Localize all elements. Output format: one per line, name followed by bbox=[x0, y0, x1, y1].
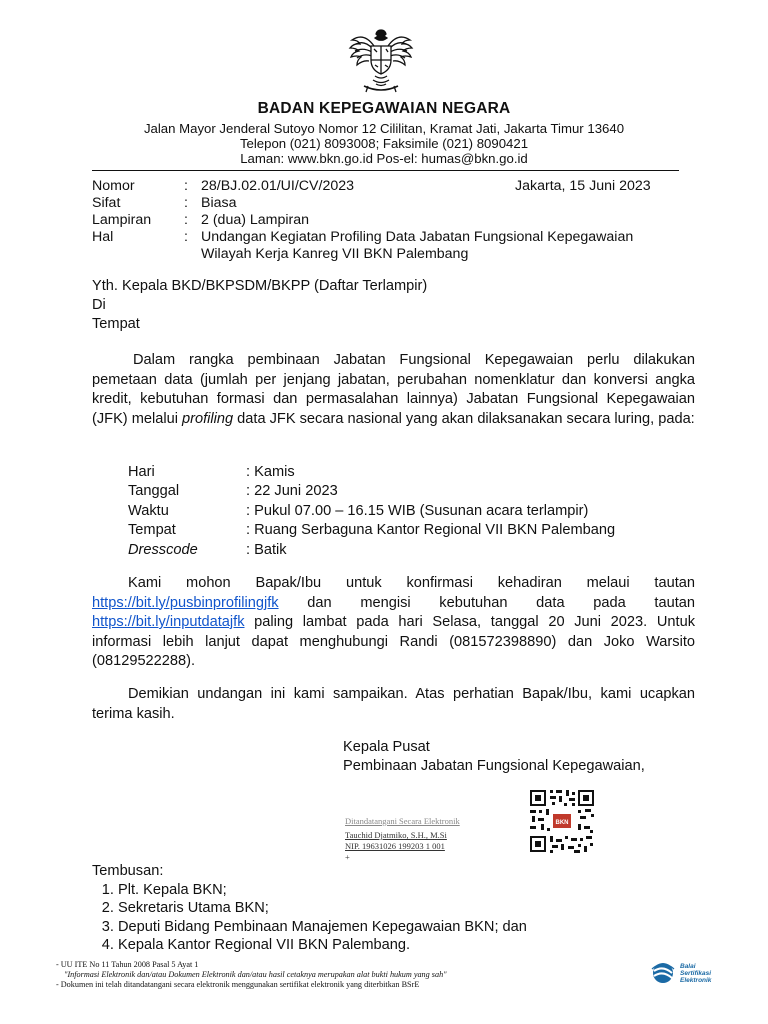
office-web-email: Laman: www.bkn.go.id Pos-el: humas@bkn.go.id bbox=[240, 151, 528, 166]
meta-row-sifat bbox=[92, 195, 633, 212]
tempat-label: Tempat bbox=[128, 522, 176, 539]
tanggal-label: Tanggal bbox=[128, 483, 180, 500]
cc-item: 1. Plt. Kepala BKN; bbox=[118, 881, 527, 900]
hari-label: Hari bbox=[128, 464, 155, 480]
cc-item: 3. Deputi Bidang Pembinaan Manajemen Kepegawaian BKN; dan bbox=[118, 918, 527, 937]
waktu-value: : Pukul 07.00 – 16.15 WIB (Susunan acara terlampir) bbox=[246, 502, 589, 519]
tanggal-value: : 22 Juni 2023 bbox=[246, 483, 338, 500]
tempat-value: : Ruang Serbaguna Kantor Regional VII BKN Palembang bbox=[246, 522, 616, 539]
paragraph-italic-text: profiling bbox=[182, 410, 234, 427]
bsre-text-line: Sertifikasi bbox=[680, 970, 712, 977]
hal-line-1: Undangan Kegiatan Profiling Data Jabatan Fungsional Kepegawaian bbox=[201, 229, 634, 245]
hal-label: Hal bbox=[92, 229, 114, 245]
organization-name: BADAN KEPEGAWAIAN NEGARA bbox=[257, 100, 511, 117]
nomor-label: Nomor bbox=[92, 178, 135, 194]
paragraph-text: data JFK secara nasional yang akan dilaksanakan secara luring, pada: bbox=[233, 410, 695, 427]
meta-row-hal bbox=[92, 229, 633, 263]
meta-colon: : bbox=[184, 178, 188, 194]
event-row-tanggal bbox=[128, 482, 615, 501]
meta-row-lampiran bbox=[92, 212, 633, 229]
opening-paragraph bbox=[92, 351, 695, 429]
place-date: Jakarta, 15 Juni 2023 bbox=[515, 178, 651, 194]
cc-section bbox=[92, 862, 527, 955]
cc-list bbox=[92, 881, 527, 955]
bsre-text-line: Balai bbox=[680, 963, 696, 970]
meta-colon: : bbox=[184, 195, 188, 211]
office-phone: Telepon (021) 8093008; Faksimile (021) 8090421 bbox=[239, 136, 529, 151]
e-signed-note: Ditandatangani Secara Elektronik bbox=[345, 816, 460, 826]
hal-value bbox=[201, 229, 633, 263]
office-address: Jalan Mayor Jenderal Sutoyo Nomor 12 Cililitan, Kramat Jati, Jakarta Timur 13640 bbox=[143, 121, 625, 136]
recipient-block bbox=[92, 277, 427, 334]
confirmation-link[interactable]: https://bit.ly/pusbinprofilingjfk bbox=[92, 594, 279, 611]
bsre-globe-icon bbox=[650, 961, 676, 985]
meta-colon: : bbox=[184, 212, 188, 228]
event-row-waktu bbox=[128, 502, 615, 521]
event-row-hari bbox=[128, 463, 615, 482]
svg-text:BKN: BKN bbox=[555, 820, 569, 826]
lampiran-label: Lampiran bbox=[92, 212, 152, 228]
dresscode-value: : Batik bbox=[246, 541, 287, 558]
event-details bbox=[128, 463, 615, 560]
signer-title-line-2: Pembinaan Jabatan Fungsional Kepegawaian, bbox=[343, 758, 645, 774]
garuda-emblem-icon bbox=[342, 26, 420, 98]
paragraph-text: paling lambat pada hari Selasa, tanggal 20 Juni 2023. Untuk informasi lebih lanjut dapat menghubungi Randi (081572398890) dan Joko Warsito (08129522288). bbox=[92, 614, 695, 669]
footer-legal-note bbox=[56, 960, 447, 990]
signer-name: Tauchid Djatmiko, S.H., M.Si bbox=[345, 830, 447, 840]
e-signature-block bbox=[345, 816, 460, 863]
input-data-link[interactable]: https://bit.ly/inputdatajfk bbox=[92, 614, 245, 630]
signature-title bbox=[343, 738, 645, 776]
nomor-value: 28/BJ.02.01/UI/CV/2023 bbox=[201, 178, 355, 194]
bsre-logo bbox=[650, 960, 730, 988]
recipient-tempat: Tempat bbox=[92, 316, 140, 332]
paragraph-text: Dalam rangka pembinaan Jabatan Fungsional Kepegawaian perlu dilakukan pemetaan data (jumlah per jenjang jabatan, perubahan nomenklatur dan konversi angka kredit, kebutuhan formasi dan permasalahan lainnya) Jabatan Fungsional Kepegawaian (JFK) melalui bbox=[92, 352, 695, 427]
signer-title-line-1: Kepala Pusat bbox=[343, 739, 430, 755]
waktu-label: Waktu bbox=[128, 502, 169, 519]
paragraph-text: Kami mohon Bapak/Ibu untuk konfirmasi kehadiran melaui tautan bbox=[128, 575, 695, 591]
lampiran-value: 2 (dua) Lampiran bbox=[201, 212, 310, 228]
hari-value: : Kamis bbox=[246, 464, 295, 480]
recipient-di: Di bbox=[92, 297, 106, 313]
footer-law-quote: "Informasi Elektronik dan/atau Dokumen Elektronik dan/atau hasil cetaknya merupakan alat bukti hukum yang sah" bbox=[64, 970, 447, 979]
qr-code bbox=[528, 788, 596, 854]
cc-title: Tembusan: bbox=[92, 863, 164, 879]
event-row-tempat bbox=[128, 521, 615, 540]
cc-item: 2. Sekretaris Utama BKN; bbox=[118, 899, 527, 918]
sifat-label: Sifat bbox=[92, 195, 121, 211]
signature-mark: + bbox=[345, 852, 350, 862]
footer-bsre-line: - Dokumen ini telah ditandatangani secara elektronik menggunakan sertifikat elektronik yang diterbitkan BSrE bbox=[56, 980, 420, 989]
recipient-line: Yth. Kepala BKD/BKPSDM/BKPP (Daftar Terlampir) bbox=[92, 278, 428, 294]
meta-colon: : bbox=[184, 229, 188, 245]
dresscode-label: Dresscode bbox=[128, 541, 198, 558]
bsre-logo-text bbox=[680, 963, 711, 984]
event-row-dresscode bbox=[128, 541, 615, 560]
cc-item: 4. Kepala Kantor Regional VII BKN Palembang. bbox=[118, 936, 527, 955]
letterhead-divider bbox=[92, 170, 679, 171]
confirmation-paragraph bbox=[92, 574, 695, 672]
footer-law-line: - UU ITE No 11 Tahun 2008 Pasal 5 Ayat 1 bbox=[56, 960, 199, 969]
hal-line-2: Wilayah Kerja Kanreg VII BKN Palembang bbox=[201, 246, 469, 262]
sifat-value: Biasa bbox=[201, 195, 237, 211]
closing-paragraph: Demikian undangan ini kami sampaikan. Atas perhatian Bapak/Ibu, kami ucapkan terima kasih. bbox=[92, 686, 695, 722]
signer-nip: NIP. 19631026 199203 1 001 bbox=[345, 841, 445, 851]
paragraph-text: dan mengisi kebutuhan data pada tautan bbox=[278, 594, 695, 611]
bsre-text-line: Elektronik bbox=[680, 977, 712, 984]
